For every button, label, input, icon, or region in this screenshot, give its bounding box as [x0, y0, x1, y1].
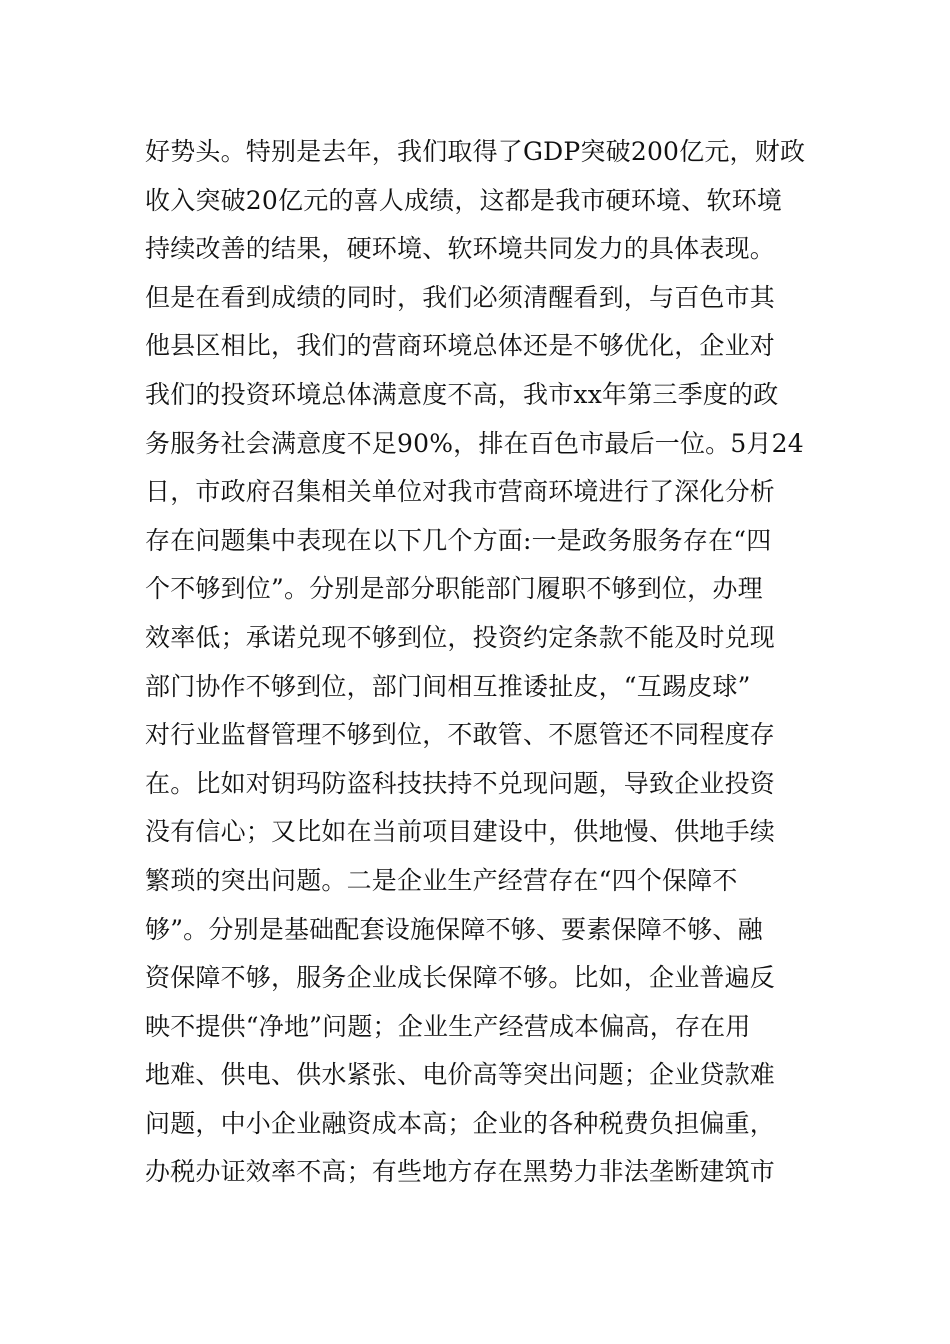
text-line: 收入突破20亿元的喜人成绩，这都是我市硬环境、软环境 — [145, 185, 783, 215]
text-line: 够”。分别是基础配套设施保障不够、要素保障不够、融 — [145, 914, 763, 944]
text-line: 效率低；承诺兑现不够到位，投资约定条款不能及时兑现 — [145, 622, 776, 652]
text-line: 持续改善的结果，硬环境、软环境共同发力的具体表现。 — [145, 234, 776, 264]
text-line: 但是在看到成绩的同时，我们必须清醒看到，与百色市其 — [145, 282, 776, 312]
text-line: 资保障不够，服务企业成长保障不够。比如，企业普遍反 — [145, 963, 776, 993]
text-line: 务服务社会满意度不足90%，排在百色市最后一位。5月24 — [145, 428, 804, 458]
text-line: 我们的投资环境总体满意度不高，我市xx年第三季度的政 — [145, 379, 779, 409]
text-line: 繁琐的突出问题。二是企业生产经营存在“四个保障不 — [145, 865, 738, 895]
text-line: 对行业监督管理不够到位，不敢管、不愿管还不同程度存 — [145, 720, 776, 750]
text-line: 问题，中小企业融资成本高；企业的各种税费负担偏重， — [145, 1108, 776, 1138]
text-line: 部门协作不够到位，部门间相互推诿扯皮，“互踢皮球” — [145, 671, 751, 701]
text-line: 他县区相比，我们的营商环境总体还是不够优化，企业对 — [145, 331, 776, 361]
text-line: 存在问题集中表现在以下几个方面:一是政务服务存在“四 — [145, 525, 772, 555]
text-line: 日，市政府召集相关单位对我市营商环境进行了深化分析 — [145, 477, 776, 507]
text-line: 办税办证效率不高；有些地方存在黑势力非法垄断建筑市 — [145, 1157, 776, 1187]
text-line: 在。比如对钥玛防盗科技扶持不兑现问题，导致企业投资 — [145, 768, 776, 798]
text-line: 没有信心；又比如在当前项目建设中，供地慢、供地手续 — [145, 817, 776, 847]
text-line: 映不提供“净地”问题；企业生产经营成本偏高，存在用 — [145, 1011, 751, 1041]
text-line: 地难、供电、供水紧张、电价高等突出问题；企业贷款难 — [145, 1060, 776, 1090]
text-line: 个不够到位”。分别是部分职能部门履职不够到位，办理 — [145, 574, 763, 604]
body-text — [145, 128, 810, 1197]
text-line: 好势头。特别是去年，我们取得了GDP突破200亿元，财政 — [145, 137, 806, 166]
